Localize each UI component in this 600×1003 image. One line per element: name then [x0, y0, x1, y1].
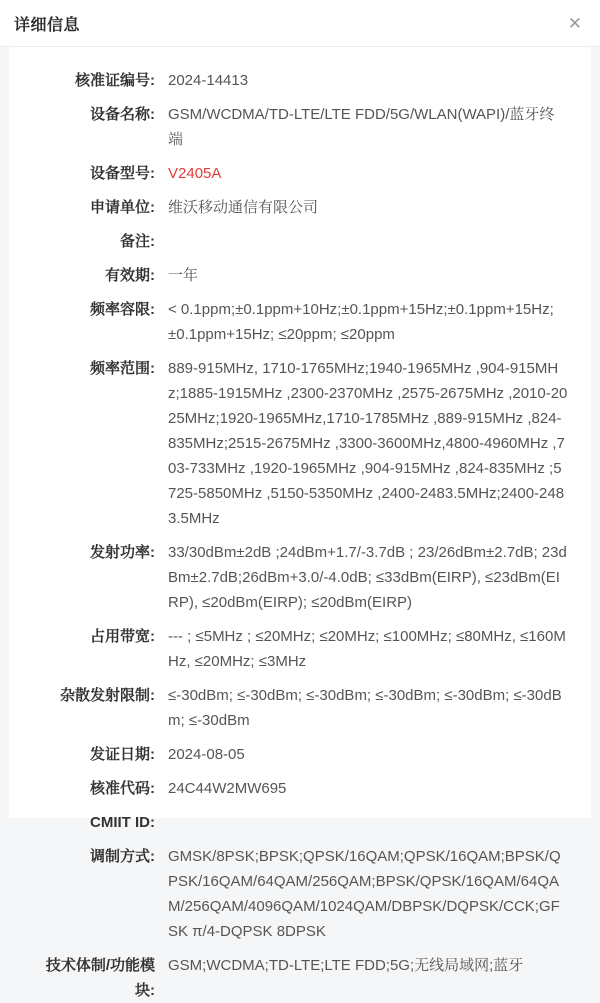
field-row-occupied-bandwidth [37, 624, 569, 674]
field-value-modulation-mode: GMSK/8PSK;BPSK;QPSK/16QAM;QPSK/16QAM;BPSK/QPSK/16QAM/64QAM/256QAM;BPSK/QPSK/16QAM/64QAM/256QAM/4096QAM/1024QAM/DBPSK/DQPSK/CCK;GFSK π/4-DQPSK 8DPSK [168, 848, 561, 940]
field-label-validity-period: 有效期: [105, 267, 155, 284]
field-label-tech-system-function-module: 技术体制/功能模块: [45, 957, 155, 999]
field-row-issue-date [37, 742, 569, 767]
field-label-frequency-range: 频率范围: [90, 360, 155, 377]
field-row-frequency-tolerance [37, 297, 569, 347]
dialog-title: 详细信息 [14, 16, 81, 34]
field-value-transmit-power: 33/30dBm±2dB ;24dBm+1.7/-3.7dB ; 23/26dBm±2.7dB; 23dBm±2.7dB;26dBm+3.0/-4.0dB; ≤33dBm(EIRP), ≤23dBm(EIRP), ≤20dBm(EIRP); ≤20dBm(EIRP) [168, 544, 567, 611]
field-row-transmit-power [37, 540, 569, 615]
field-value-issue-date: 2024-08-05 [168, 746, 245, 763]
field-row-frequency-range [37, 356, 569, 531]
field-row-modulation-mode [37, 844, 569, 944]
field-label-device-model: 设备型号: [90, 165, 155, 182]
field-row-validity-period [37, 263, 569, 288]
field-value-spurious-emission-limit: ≤-30dBm; ≤-30dBm; ≤-30dBm; ≤-30dBm; ≤-30dBm; ≤-30dBm; ≤-30dBm [168, 687, 562, 729]
field-label-modulation-mode: 调制方式: [90, 848, 155, 865]
dialog-header [0, 0, 600, 47]
field-row-device-name [37, 102, 569, 152]
field-label-cmiit-id: CMIIT ID: [90, 814, 155, 831]
field-label-transmit-power: 发射功率: [90, 544, 155, 561]
field-row-approval-code [37, 776, 569, 801]
field-label-frequency-tolerance: 频率容限: [90, 301, 155, 318]
field-label-device-name: 设备名称: [90, 106, 155, 123]
field-row-applicant [37, 195, 569, 220]
field-row-approval-cert-number [37, 68, 569, 93]
field-value-device-model: V2405A [168, 165, 222, 182]
field-value-applicant: 维沃移动通信有限公司 [168, 199, 319, 216]
field-label-spurious-emission-limit: 杂散发射限制: [60, 687, 155, 704]
field-row-remarks [37, 229, 569, 254]
field-row-tech-system-function-module [37, 953, 569, 1003]
field-value-remarks [168, 229, 569, 254]
field-label-occupied-bandwidth: 占用带宽: [90, 628, 155, 645]
field-label-approval-code: 核准代码: [90, 780, 155, 797]
dialog-body [0, 47, 600, 999]
field-label-remarks: 备注: [120, 233, 155, 250]
field-value-occupied-bandwidth: --- ; ≤5MHz ; ≤20MHz; ≤20MHz; ≤100MHz; ≤80MHz, ≤160MHz, ≤20MHz; ≤3MHz [168, 628, 566, 670]
field-label-applicant: 申请单位: [90, 199, 155, 216]
field-value-approval-code: 24C44W2MW695 [168, 780, 287, 797]
field-value-frequency-tolerance: < 0.1ppm;±0.1ppm+10Hz;±0.1ppm+15Hz;±0.1ppm+15Hz;±0.1ppm+15Hz; ≤20ppm; ≤20ppm [168, 301, 554, 343]
field-value-tech-system-function-module: GSM;WCDMA;TD-LTE;LTE FDD;5G;无线局域网;蓝牙 [168, 957, 524, 974]
field-row-cmiit-id [37, 810, 569, 835]
field-row-device-model [37, 161, 569, 186]
field-value-frequency-range: 889-915MHz, 1710-1765MHz;1940-1965MHz ,904-915MHz;1885-1915MHz ,2300-2370MHz ,2575-2675MHz ,2010-2025MHz;1920-1965MHz,1710-1785MHz ,889-915MHz ,824-835MHz;2515-2675MHz ,3300-3600MHz,4800-4960MHz ,703-733MHz ,1920-1965MHz ,904-915MHz ,824-835MHz ;5725-5850MHz ,5150-5350MHz ,2400-2483.5MHz;2400-2483.5MHz [168, 360, 568, 527]
field-value-device-name: GSM/WCDMA/TD-LTE/LTE FDD/5G/WLAN(WAPI)/蓝牙终端 [168, 106, 555, 148]
field-label-approval-cert-number: 核准证编号: [75, 72, 155, 89]
field-value-validity-period: 一年 [168, 267, 199, 284]
field-row-spurious-emission-limit [37, 683, 569, 733]
field-value-approval-cert-number: 2024-14413 [168, 72, 249, 89]
details-card [9, 47, 591, 999]
close-icon[interactable]: ✕ [567, 13, 582, 33]
field-value-cmiit-id [168, 810, 569, 835]
field-label-issue-date: 发证日期: [90, 746, 155, 763]
